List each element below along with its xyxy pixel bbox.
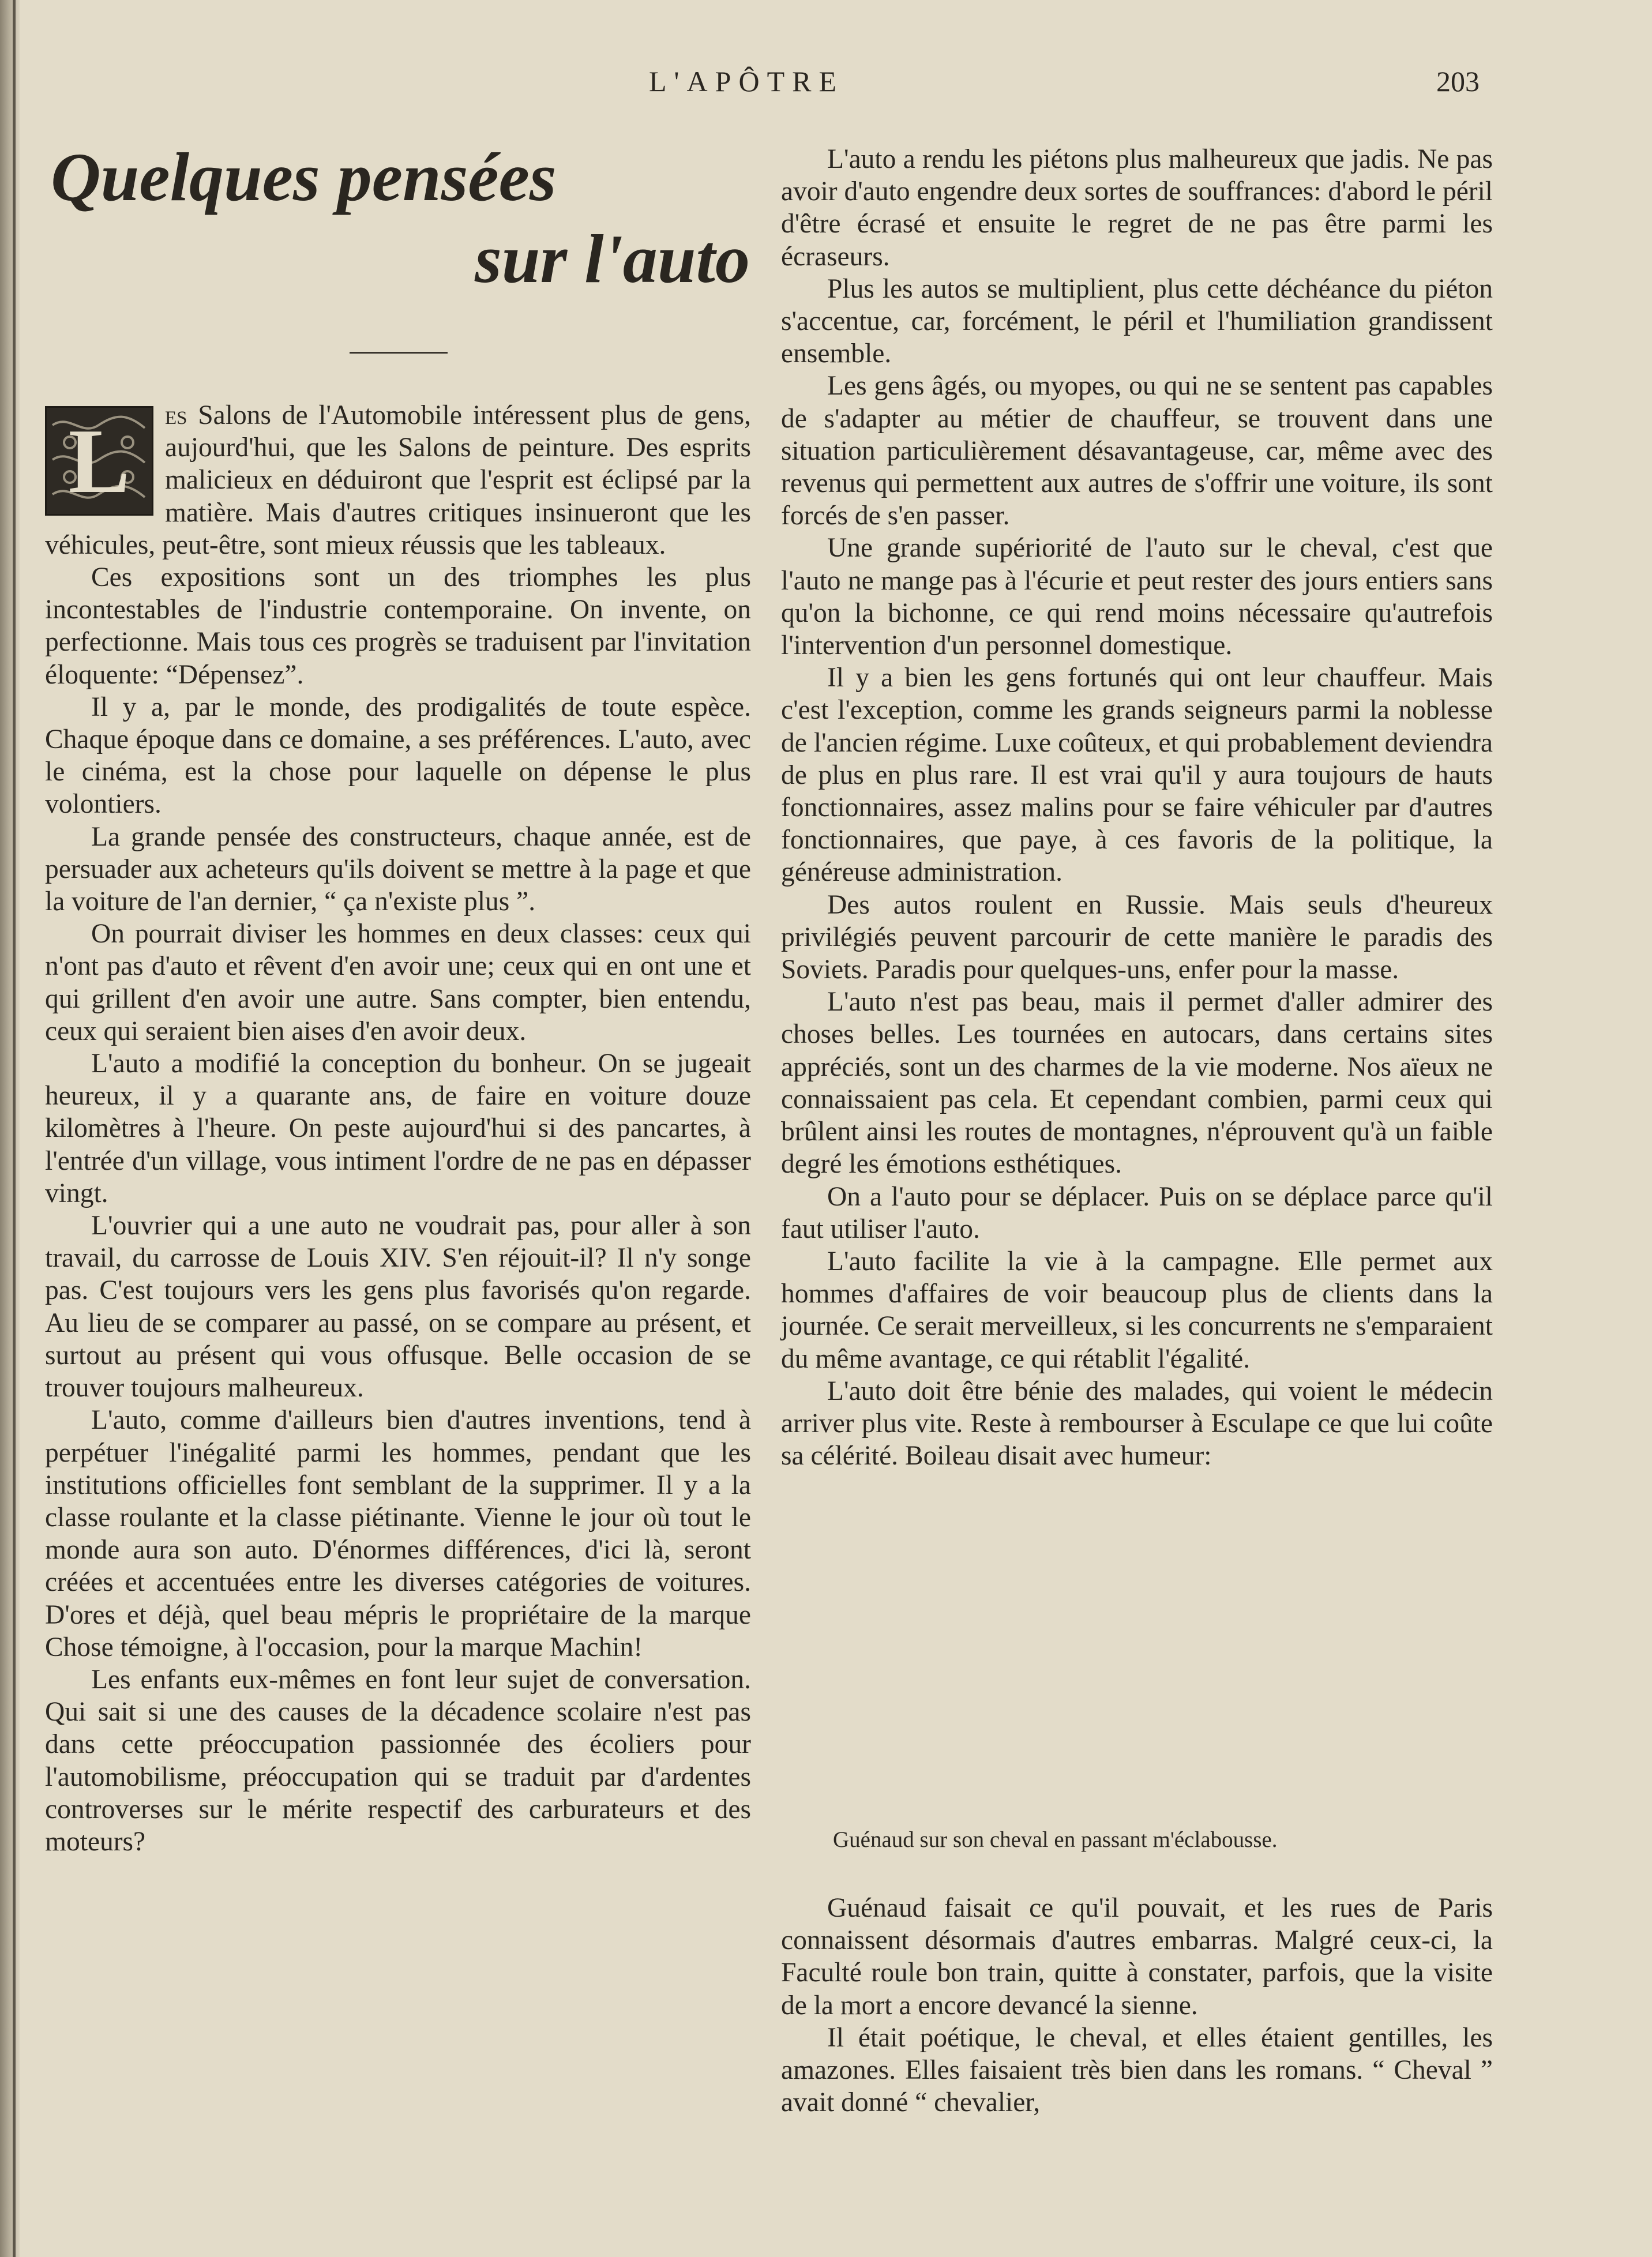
paragraph: L'auto a modifié la conception du bonheur. On se jugeait heureux, il y a quarante ans, de faire en voiture douze kilomètres à l'heure. On peste aujourd'hui si des pancartes, à l'entrée d'un village, vous intiment l'ordre de ne pas en dépasser vingt. xyxy=(45,1049,751,1208)
title-divider xyxy=(350,352,448,354)
dropcap-letter: L xyxy=(68,410,130,512)
paragraph: Des autos roulent en Russie. Mais seuls d'heureux privilégiés peuvent parcourir de cette manière le paradis des Soviets. Paradis pour quelques-uns, enfer pour la masse. xyxy=(781,889,1493,985)
paragraph xyxy=(45,399,751,561)
paragraph: Les enfants eux-mêmes en font leur sujet de conversation. Qui sait si une des causes de la décadence scolaire n'est pas dans cette préoccupation passionnée des écoliers pour l'automobilisme, préoccupation qui se traduit par d'ardentes controverses sur le mérite respectif des carburateurs et des moteurs? xyxy=(45,1664,751,1857)
paragraph-text: Salons de l'Automobile intéressent plus de gens, aujourd'hui, que les Salons de peinture. Des esprits malicieux en déduiront que l'esprit est éclipsé par la matière. Mais d'autres critiques insinueront que les véhicules, peut-être, sont mieux réussis que les tableaux. xyxy=(45,400,752,560)
paragraph: La grande pensée des constructeurs, chaque année, est de persuader aux acheteurs qu'ils doivent se mettre à la page et que la voiture de l'an dernier, “ ça n'existe plus ”. xyxy=(45,821,751,917)
article-title-line-2: sur l'auto xyxy=(475,220,750,297)
paragraph: L'auto n'est pas beau, mais il permet d'aller admirer des choses belles. Les tournées en autocars, dans certains sites appréciés, sont un des charmes de la vie moderne. Nos aïeux ne connaissaient pas cela. Et cependant combien, parmi ceux qui brûlent ainsi les routes de montagnes, n'éprouvent qu'à un faible degré les émotions esthétiques. xyxy=(781,987,1493,1180)
paragraph: Il y a bien les gens fortunés qui ont leur chauffeur. Mais c'est l'exception, comme les grands seigneurs parmi la noblesse de l'ancien régime. Luxe coûteux, et qui probablement deviendra de plus en plus rare. Il est vrai qu'il y aura toujours de hauts fonctionnaires, assez malins pour se faire véhiculer par d'autres fonctionnaires, que paye, à ces favoris de la politique, la généreuse administration. xyxy=(781,663,1493,888)
paragraph: L'auto facilite la vie à la campagne. Elle permet aux hommes d'affaires de voir beaucoup plus de clients dans la journée. Ce serait merveilleux, si les concurrents ne s'emparaient du même avantage, ce qui rétablit l'égalité. xyxy=(781,1246,1493,1374)
verse-quote: Guénaud sur son cheval en passant m'éclabousse. xyxy=(833,1827,1278,1852)
first-word-rest: es xyxy=(165,400,187,430)
page-binding-edge xyxy=(0,0,20,2257)
running-title: L'APÔTRE xyxy=(649,65,844,97)
paragraph: On pourrait diviser les hommes en deux classes: ceux qui n'ont pas d'auto et rêvent d'en avoir une; ceux qui en ont une et qui grillent d'en avoir une autre. Sans compter, bien entendu, ceux qui seraient bien aises d'en avoir deux. xyxy=(45,919,751,1046)
paragraph: Une grande supériorité de l'auto sur le cheval, c'est que l'auto ne mange pas à l'écurie et peut rester des jours entiers sans qu'on la bichonne, ce qui rend moins nécessaire qu'autrefois l'intervention d'un personnel domestique. xyxy=(781,533,1493,661)
paragraph: L'ouvrier qui a une auto ne voudrait pas, pour aller à son travail, du carrosse de Louis XIV. S'en réjouit-il? Il n'y songe pas. C'est toujours vers les gens plus favorisés qu'on regarde. Au lieu de se comparer au passé, on se compare au présent, et surtout au présent qui vous offusque. Belle occasion de se trouver toujours malheureux. xyxy=(45,1211,751,1403)
paragraph: L'auto a rendu les piétons plus malheureux que jadis. Ne pas avoir d'auto engendre deux sortes de souffrances: d'abord le péril d'être écrasé et ensuite le regret de ne pas être parmi les écraseurs. xyxy=(781,144,1493,272)
right-column-continued xyxy=(781,1892,1493,2119)
paragraph: Les gens âgés, ou myopes, ou qui ne se sentent pas capables de s'adapter au métier de chauffeur, se trouvent dans une situation particulièrement désavantageuse, car, même avec des revenus qui permettent aux autres de s'offrir une voiture, ils sont forcés de s'en passer. xyxy=(781,371,1493,531)
paragraph: Il était poétique, le cheval, et elles étaient gentilles, les amazones. Elles faisaient très bien dans les romans. “ Cheval ” avait donné “ chevalier, xyxy=(781,2022,1493,2118)
paragraph: Il y a, par le monde, des prodigalités de toute espèce. Chaque époque dans ce domaine, a ses préférences. L'auto, avec le cinéma, est la chose pour laquelle on dépense le plus volontiers. xyxy=(45,692,751,820)
paragraph: Guénaud faisait ce qu'il pouvait, et les rues de Paris connaissent désormais d'autres embarras. Malgré ceux-ci, la Faculté roule bon train, quitte à constater, parfois, que la visite de la mort a encore devancé la sienne. xyxy=(781,1893,1493,2021)
dropcap-ornament xyxy=(45,406,153,516)
paragraph: Ces expositions sont un des triomphes les plus incontestables de l'industrie contemporaine. On invente, on perfectionne. Mais tous ces progrès se traduisent par l'invitation éloquente: “Dépensez”. xyxy=(45,562,751,690)
page-number: 203 xyxy=(1436,65,1480,97)
paragraph: On a l'auto pour se déplacer. Puis on se déplace parce qu'il faut utiliser l'auto. xyxy=(781,1181,1493,1244)
paragraph: L'auto doit être bénie des malades, qui voient le médecin arriver plus vite. Reste à rembourser à Esculape ce que lui coûte sa célérité. Boileau disait avec humeur: xyxy=(781,1376,1493,1471)
left-column xyxy=(45,399,751,1858)
right-column xyxy=(781,143,1493,1472)
paragraph: Plus les autos se multiplient, plus cette déchéance du piéton s'accentue, car, forcément, le péril et l'humiliation grandissent ensemble. xyxy=(781,273,1493,369)
article-title-line-1: Quelques pensées xyxy=(51,138,557,215)
paragraph: L'auto, comme d'ailleurs bien d'autres inventions, tend à perpétuer l'inégalité parmi les hommes, pendant que les institutions officielles font semblant de la supprimer. Il y a la classe roulante et la classe piétinante. Vienne le jour où tout le monde aura son auto. D'énormes différences, d'ici là, seront créées et accentuées entre les diverses catégories de voitures. D'ores et déjà, quel beau mépris le propriétaire de la marque Chose témoigne, à l'occasion, pour la marque Machin! xyxy=(45,1405,751,1662)
